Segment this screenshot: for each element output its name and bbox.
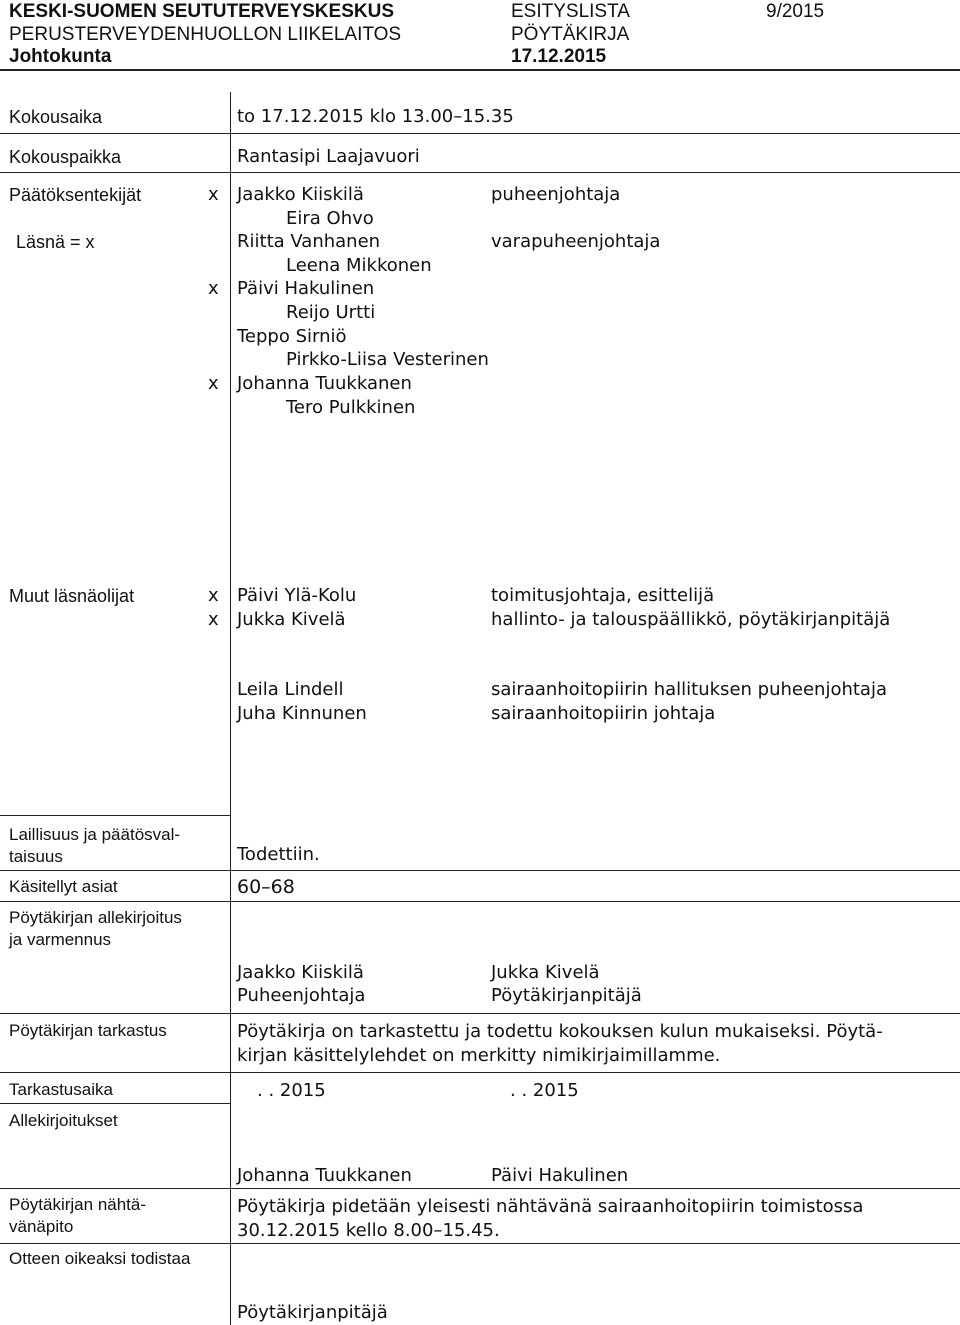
inspector-1-name: Johanna Tuukkanen	[237, 1165, 412, 1186]
row-divider	[0, 133, 960, 134]
legality-label-line2: taisuus	[9, 847, 63, 866]
decision-makers-label: Päätöksentekijät	[9, 185, 142, 205]
chair-signature-name: Jaakko Kiiskilä	[237, 962, 364, 983]
attendee-name: Jukka Kivelä	[237, 609, 346, 630]
doc-number: 9/2015	[766, 1, 825, 22]
row-divider	[0, 1072, 960, 1073]
row-divider	[0, 901, 960, 902]
row-divider	[0, 1013, 960, 1014]
attendee-role: toimitusjohtaja, esittelijä	[491, 585, 715, 606]
presence-mark: x	[208, 585, 219, 606]
member-name: Johanna Tuukkanen	[237, 373, 412, 394]
inspection-label: Pöytäkirjan tarkastus	[9, 1021, 167, 1040]
inspector-2-name: Päivi Hakulinen	[491, 1165, 629, 1186]
display-text-line1: Pöytäkirja pidetään yleisesti nähtävänä sairaanhoitopiirin toimistossa	[237, 1196, 864, 1217]
attendee-name: Leila Lindell	[237, 679, 344, 700]
member-name: Jaakko Kiiskilä	[237, 184, 364, 205]
member-name: Päivi Hakulinen	[237, 278, 375, 299]
inspection-text-line2: kirjan käsittelylehdet on merkitty nimikirjaimillamme.	[237, 1045, 721, 1066]
column-divider	[230, 92, 231, 1325]
row-divider	[0, 172, 960, 173]
row-divider	[0, 1243, 960, 1244]
signing-label-line2: ja varmennus	[9, 930, 112, 949]
presence-mark: x	[208, 373, 219, 394]
certified-role: Pöytäkirjanpitäjä	[237, 1302, 388, 1323]
present-legend: Läsnä = x	[16, 232, 95, 252]
member-role: varapuheenjohtaja	[491, 231, 661, 252]
inspection-date-1: . . 2015	[257, 1080, 326, 1101]
doc-type-2: PÖYTÄKIRJA	[511, 24, 630, 45]
signatures-label: Allekirjoitukset	[9, 1111, 118, 1130]
header-divider	[0, 69, 960, 71]
inspection-date-2: . . 2015	[510, 1080, 579, 1101]
attendee-name: Päivi Ylä-Kolu	[237, 585, 357, 606]
chair-signature-role: Puheenjohtaja	[237, 985, 366, 1006]
signing-label-line1: Pöytäkirjan allekirjoitus	[9, 908, 182, 927]
secretary-signature-role: Pöytäkirjanpitäjä	[491, 985, 642, 1006]
row-divider	[0, 815, 230, 816]
member-name: Teppo Sirniö	[237, 326, 347, 347]
display-label-line2: vänäpito	[9, 1217, 74, 1236]
deputy-name: Leena Mikkonen	[286, 255, 432, 276]
deputy-name: Eira Ohvo	[286, 208, 374, 229]
legality-value: Todettiin.	[237, 844, 320, 865]
row-divider	[0, 870, 960, 871]
doc-date: 17.12.2015	[511, 46, 607, 67]
body-name: Johtokunta	[9, 46, 112, 67]
secretary-signature-name: Jukka Kivelä	[491, 962, 600, 983]
doc-type: ESITYSLISTA	[511, 1, 630, 22]
deputy-name: Pirkko-Liisa Vesterinen	[286, 349, 489, 370]
items-value: 60–68	[237, 876, 295, 898]
attendee-role: hallinto- ja talouspäällikkö, pöytäkirjanpitäjä	[491, 609, 891, 630]
attendee-role: sairaanhoitopiirin johtaja	[491, 703, 716, 724]
display-label-line1: Pöytäkirjan nähtä-	[9, 1195, 147, 1214]
meeting-time-value: to 17.12.2015 klo 13.00–15.35	[237, 106, 514, 127]
meeting-place-value: Rantasipi Laajavuori	[237, 146, 420, 167]
org-name: KESKI-SUOMEN SEUTUTERVEYSKESKUS	[9, 1, 394, 22]
row-divider	[0, 1188, 960, 1189]
meeting-place-label: Kokouspaikka	[9, 147, 122, 167]
department-name: PERUSTERVEYDENHUOLLON LIIKELAITOS	[9, 24, 402, 45]
certified-label: Otteen oikeaksi todistaa	[9, 1249, 191, 1268]
items-label: Käsitellyt asiat	[9, 877, 118, 896]
display-text-line2: 30.12.2015 kello 8.00–15.45.	[237, 1220, 500, 1241]
presence-mark: x	[208, 609, 219, 630]
row-divider	[0, 1103, 230, 1104]
presence-mark: x	[208, 278, 219, 299]
meeting-time-label: Kokousaika	[9, 107, 103, 127]
attendee-role: sairaanhoitopiirin hallituksen puheenjohtaja	[491, 679, 887, 700]
other-attendees-label: Muut läsnäolijat	[9, 586, 135, 606]
member-role: puheenjohtaja	[491, 184, 621, 205]
inspection-text-line1: Pöytäkirja on tarkastettu ja todettu kokouksen kulun mukaiseksi. Pöytä-	[237, 1021, 883, 1042]
member-name: Riitta Vanhanen	[237, 231, 381, 252]
legality-label-line1: Laillisuus ja päätösval-	[9, 825, 181, 844]
attendee-name: Juha Kinnunen	[237, 703, 367, 724]
presence-mark: x	[208, 184, 219, 205]
deputy-name: Reijo Urtti	[286, 302, 376, 323]
inspection-time-label: Tarkastusaika	[9, 1080, 113, 1099]
deputy-name: Tero Pulkkinen	[286, 397, 416, 418]
